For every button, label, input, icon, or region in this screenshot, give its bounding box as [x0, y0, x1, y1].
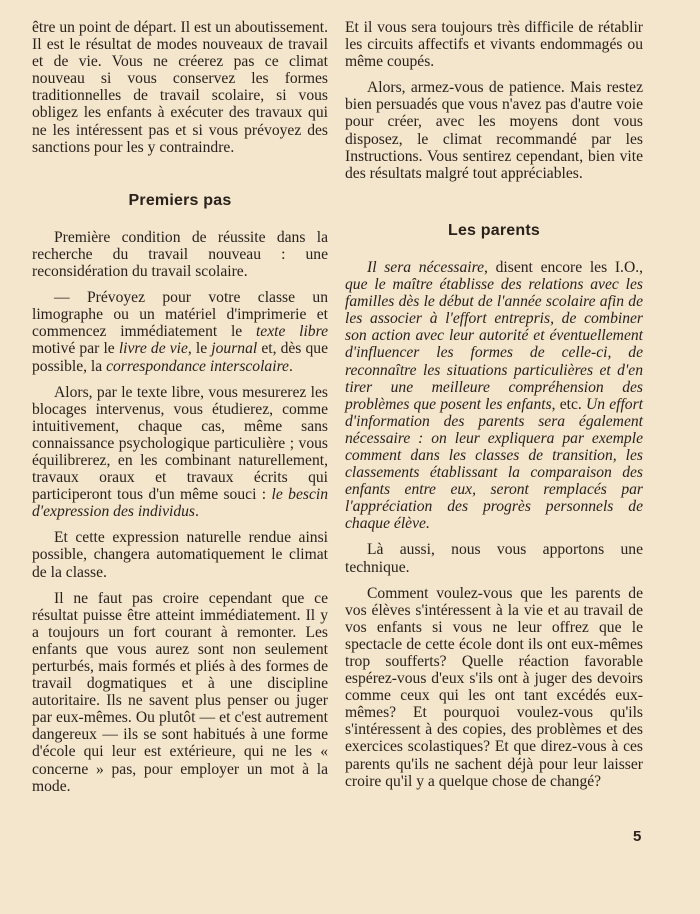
page-number: 5 — [633, 828, 642, 845]
paragraph: Là aussi, nous vous apportons une technique. — [345, 541, 643, 576]
heading-premiers-pas: Premiers pas — [128, 191, 232, 209]
paragraph: Et cette expression naturelle rendue ainsi possible, changera automatiquement le climat de la classe. — [32, 529, 328, 581]
paragraph: Alors, armez-vous de patience. Mais restez bien persuadés que vous n'avez pas d'autre voie pour créer, avec les moyens dont vous disposez, le climat recommandé par les Instructions. Vous sentirez cependant, bien vite des résultats malgré tout appréciables. — [345, 79, 643, 182]
paragraph: Il ne faut pas croire cependant que ce résultat puisse être atteint immédiatement. Il y a toujours un fort courant à remonter. Les enfants que vous aurez sont non seulement perturbés, mais formés et pliés à des formes de travail dogmatiques et à une discipline autoritaire. Ils ne savent plus penser ou juger par eux-mêmes. Ou plutôt — et c'est autrement dangereux — ils se sont habitués à une forme d'école qui leur est extérieure, qui ne les « concerne » pas, pour employer un mot à la mode. — [32, 589, 328, 795]
paragraph: Alors, par le texte libre, vous mesurerez les blocages intervenus, vous étudierez, comme intuitivement, chaque cas, même sans connaissance psychologique particulière ; vous équilibrerez, en les combinant naturellement, travaux oraux et travaux écrits qui participeront tous d'un même souci : le bescin d'expression des individus. — [32, 383, 328, 521]
left-column — [32, 19, 328, 795]
paragraph-continuation: être un point de départ. Il est un aboutissement. Il est le résultat de modes nouveaux de travail et de vie. Vous ne créerez pas ce climat nouveau si vous conservez les formes traditionnelles de travail scolaire, si vous obligez les enfants à exécuter des travaux qui ne les intéressent pas et si vous prévoyez des sanctions pour les y contraindre. — [32, 19, 328, 156]
paragraph: Comment voulez-vous que les parents de vos élèves s'intéressent à la vie et au travail de vos enfants si vous ne leur offrez que le spectacle de cette école dont ils ont eux-mêmes trop soufferts? Quelle réaction favorable espérez-vous d'eux s'ils ont à juger des devoirs comme ceux qui les ont tant excédés eux-mêmes? Et pourquoi voulez-vous qu'ils s'intéressent à des copies, des problèmes et des exercices scolastiques? Et que direz-vous à ces parents qu'ils ne sachent déjà pour leur laisser croire qu'il y a quelque chose de changé? — [345, 584, 643, 790]
paragraph: Et il vous sera toujours très difficile de rétablir les circuits affectifs et vivants endommagés ou même coupés. — [345, 19, 643, 71]
paragraph-quotation: Il sera nécessaire, disent encore les I.O., que le maître établisse des relations avec les familles dès le début de l'année scolaire afin de les associer à l'effort entrepris, de combiner son action avec leur autorité et éventuellement d'influencer les formes de celle-ci, de reconnaître les situations particulières et d'en tirer une meilleure compréhension des problèmes que posent les enfants, etc. Un effort d'information des parents sera également nécessaire : on leur expliquera par exemple comment dans les classes de transition, les classements établissant la comparaison des enfants entre eux, seront remplacés par l'appréciation des progrès personnels de chaque élève. — [345, 258, 644, 533]
paragraph: Première condition de réussite dans la recherche du travail nouveau : une reconsidération du travail scolaire. — [32, 228, 328, 281]
right-column — [345, 19, 643, 790]
heading-les-parents: Les parents — [447, 221, 540, 239]
paragraph: — Prévoyez pour votre classe un limographe ou un matériel d'imprimerie et commencez immédiatement le texte libre motivé par le livre de vie, le journal et, dès que possible, la correspondance interscolaire. — [32, 289, 329, 375]
